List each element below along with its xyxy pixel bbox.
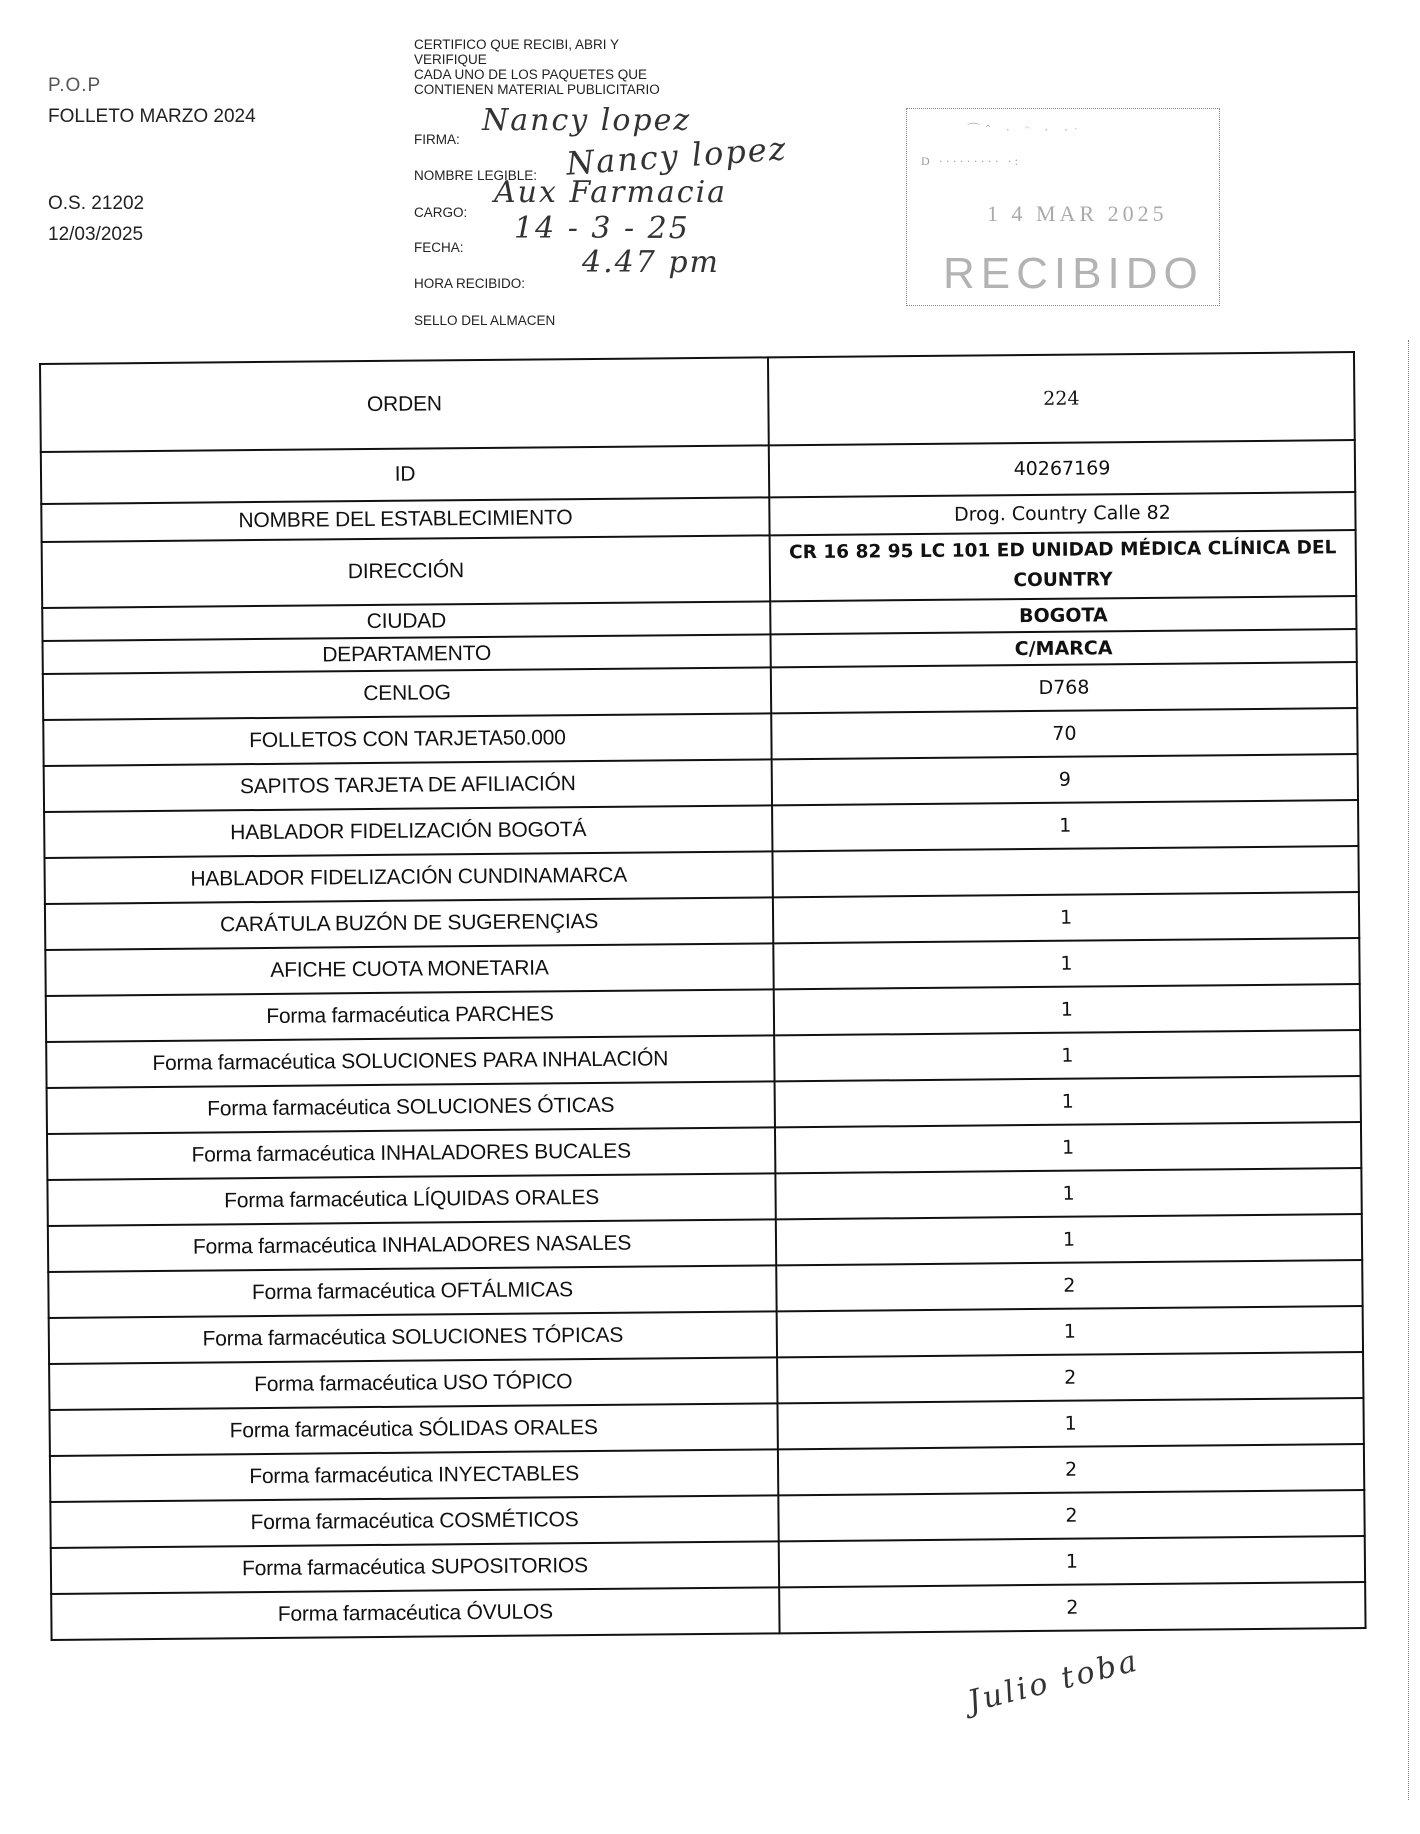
row-value: 1 xyxy=(773,938,1359,989)
row-label: HABLADOR FIDELIZACIÓN BOGOTÁ xyxy=(44,805,772,858)
statement-line: CERTIFICO QUE RECIBI, ABRI Y xyxy=(414,37,620,52)
campaign-title: FOLLETO MARZO 2024 xyxy=(48,106,256,127)
cargo-value: Aux Farmacia xyxy=(494,175,728,210)
row-label: Forma farmacéutica SOLUCIONES TÓPICAS xyxy=(49,1311,777,1364)
row-value: 2 xyxy=(778,1490,1364,1541)
row-value: CR 16 82 95 LC 101 ED UNIDAD MÉDICA CLÍNICA DEL COUNTRY xyxy=(770,530,1357,601)
row-label: Forma farmacéutica INHALADORES NASALES xyxy=(48,1219,776,1272)
row-label: DIRECCIÓN xyxy=(42,535,771,608)
delivery-table xyxy=(39,351,1367,1641)
row-label: Forma farmacéutica ÓVULOS xyxy=(51,1587,779,1640)
stamp-dotted-line-icon: D ········· ·: xyxy=(921,154,1021,168)
received-stamp xyxy=(906,108,1220,306)
service-order: O.S. 21202 xyxy=(48,193,145,214)
program-label: P.O.P xyxy=(48,75,102,96)
row-value: 1 xyxy=(775,1168,1361,1219)
row-value: 1 xyxy=(775,1076,1361,1127)
row-value: 40267169 xyxy=(769,440,1355,497)
footer-signature: Julio toba xyxy=(964,1643,1143,1720)
row-value: 2 xyxy=(776,1260,1362,1311)
fecha-label: FECHA: xyxy=(414,240,464,255)
hora-recibido-label: HORA RECIBIDO: xyxy=(414,276,526,291)
certification-block xyxy=(414,37,789,328)
row-label: Forma farmacéutica SOLUCIONES ÓTICAS xyxy=(47,1081,775,1134)
row-label: NOMBRE DEL ESTABLECIMIENTO xyxy=(41,497,769,542)
row-label: Forma farmacéutica LÍQUIDAS ORALES xyxy=(47,1173,775,1226)
row-value: 1 xyxy=(779,1536,1365,1587)
row-value: 1 xyxy=(772,800,1358,851)
stamp-word: RECIBIDO xyxy=(943,249,1204,298)
row-value xyxy=(772,846,1358,897)
row-label: Forma farmacéutica COSMÉTICOS xyxy=(50,1495,778,1548)
sello-almacen-label: SELLO DEL ALMACEN xyxy=(414,313,556,328)
statement-line: CONTIENEN MATERIAL PUBLICITARIO xyxy=(414,82,660,97)
hora-recibido-value: 4.47 pm xyxy=(582,245,720,280)
row-label: Forma farmacéutica OFTÁLMICAS xyxy=(48,1265,776,1318)
row-value: 1 xyxy=(776,1214,1362,1265)
row-label: ID xyxy=(41,445,769,504)
row-value: 1 xyxy=(773,892,1359,943)
row-label: Forma farmacéutica PARCHES xyxy=(46,989,774,1042)
row-value: 1 xyxy=(774,1030,1360,1081)
statement-line: VERIFIQUE xyxy=(414,52,487,67)
statement-line: CADA UNO DE LOS PAQUETES QUE xyxy=(414,67,648,82)
row-value: BOGOTA xyxy=(770,596,1356,634)
scanner-edge-divider xyxy=(1408,340,1410,1800)
document-header xyxy=(48,70,256,250)
row-value: D768 xyxy=(771,662,1357,713)
fecha-value: 14 - 3 - 25 xyxy=(514,211,690,246)
row-label: CENLOG xyxy=(43,667,771,720)
row-value: 2 xyxy=(779,1582,1365,1633)
firma-label: FIRMA: xyxy=(414,132,460,147)
row-value: 1 xyxy=(774,984,1360,1035)
certification-statement xyxy=(414,37,660,97)
row-label: CARÁTULA BUZÓN DE SUGERENÇIAS xyxy=(45,897,773,950)
row-label: Forma farmacéutica SÓLIDAS ORALES xyxy=(50,1403,778,1456)
row-value: 1 xyxy=(777,1398,1363,1449)
row-label: AFICHE CUOTA MONETARIA xyxy=(45,943,773,996)
nombre-legible-label: NOMBRE LEGIBLE: xyxy=(414,168,538,183)
stamp-emblem-icon: ⌒ˆ · ᵔ · ·ˑ xyxy=(967,122,1084,137)
table-row xyxy=(42,530,1357,608)
document-date: 12/03/2025 xyxy=(48,224,144,245)
row-label: ORDEN xyxy=(40,357,769,452)
table-row xyxy=(40,352,1355,452)
row-value: Drog. Country Calle 82 xyxy=(769,492,1355,535)
row-label: DEPARTAMENTO xyxy=(43,634,771,674)
row-label: Forma farmacéutica USO TÓPICO xyxy=(49,1357,777,1410)
nombre-legible-value: Nancy lopez xyxy=(564,129,789,183)
row-value: 224 xyxy=(768,352,1355,445)
row-label: Forma farmacéutica INHALADORES BUCALES xyxy=(47,1127,775,1180)
row-value: 2 xyxy=(777,1352,1363,1403)
row-value: 9 xyxy=(772,754,1358,805)
row-label: Forma farmacéutica SUPOSITORIOS xyxy=(51,1541,779,1594)
row-value: 1 xyxy=(777,1306,1363,1357)
row-label: CIUDAD xyxy=(42,601,770,641)
row-value: C/MARCA xyxy=(770,629,1356,667)
row-label: Forma farmacéutica SOLUCIONES PARA INHALACIÓN xyxy=(46,1035,774,1088)
stamp-date: 1 4 MAR 2025 xyxy=(987,201,1168,226)
row-label: SAPITOS TARJETA DE AFILIACIÓN xyxy=(44,759,772,812)
row-label: FOLLETOS CON TARJETA50.000 xyxy=(43,713,771,766)
row-value: 2 xyxy=(778,1444,1364,1495)
row-label: Forma farmacéutica INYECTABLES xyxy=(50,1449,778,1502)
cargo-label: CARGO: xyxy=(414,205,468,220)
row-value: 1 xyxy=(775,1122,1361,1173)
firma-signature: Nancy lopez xyxy=(482,103,692,138)
row-label: HABLADOR FIDELIZACIÓN CUNDINAMARCA xyxy=(44,851,772,904)
row-value: 70 xyxy=(771,708,1357,759)
